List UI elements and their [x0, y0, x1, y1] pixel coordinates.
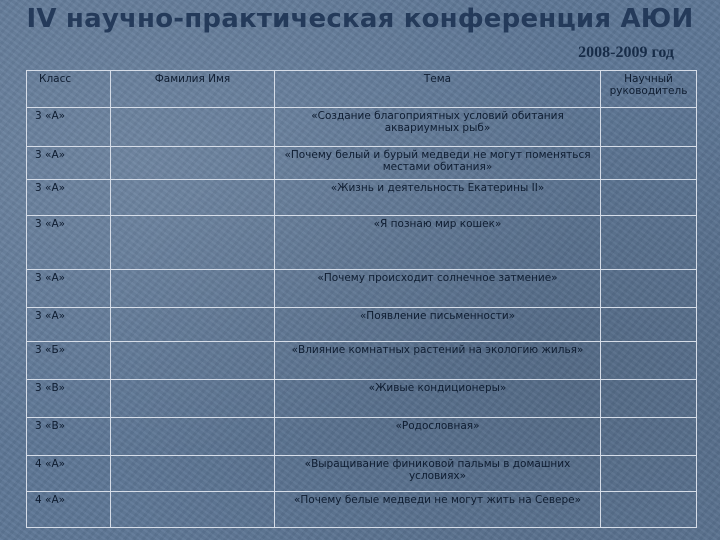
cell-supervisor — [601, 308, 697, 342]
cell-topic: «Почему происходит солнечное затмение» — [275, 270, 601, 308]
cell-topic: «Я познаю мир кошек» — [275, 216, 601, 270]
table-row — [27, 492, 697, 528]
cell-topic: «Жизнь и деятельность Екатерины II» — [275, 180, 601, 216]
cell-supervisor — [601, 216, 697, 270]
cell-name — [111, 180, 275, 216]
cell-class: 3 «В» — [27, 418, 111, 456]
table-row — [27, 108, 697, 147]
cell-topic: «Почему белый и бурый медведи не могут поменяться местами обитания» — [275, 147, 601, 180]
cell-class: 4 «А» — [27, 492, 111, 528]
cell-class: 3 «В» — [27, 380, 111, 418]
cell-topic: «Родословная» — [275, 418, 601, 456]
cell-class: 3 «А» — [27, 147, 111, 180]
cell-supervisor — [601, 418, 697, 456]
table-row — [27, 216, 697, 270]
cell-topic: «Создание благоприятных условий обитания аквариумных рыб» — [275, 108, 601, 147]
cell-supervisor — [601, 492, 697, 528]
cell-supervisor — [601, 180, 697, 216]
cell-name — [111, 147, 275, 180]
table-row — [27, 418, 697, 456]
cell-class: 3 «А» — [27, 180, 111, 216]
table-row — [27, 342, 697, 380]
cell-name — [111, 270, 275, 308]
cell-class: 3 «А» — [27, 308, 111, 342]
table-row — [27, 380, 697, 418]
column-header-topic: Тема — [275, 71, 601, 108]
cell-topic: «Почему белые медведи не могут жить на Севере» — [275, 492, 601, 528]
table-row — [27, 180, 697, 216]
cell-name — [111, 456, 275, 492]
page-title: IV научно-практическая конференция АЮИ — [26, 4, 694, 34]
cell-topic: «Влияние комнатных растений на экологию жилья» — [275, 342, 601, 380]
cell-supervisor — [601, 147, 697, 180]
cell-name — [111, 418, 275, 456]
cell-name — [111, 380, 275, 418]
table-row — [27, 456, 697, 492]
table-row — [27, 270, 697, 308]
cell-topic: «Выращивание финиковой пальмы в домашних условиях» — [275, 456, 601, 492]
cell-class: 4 «А» — [27, 456, 111, 492]
column-header-name: Фамилия Имя — [111, 71, 275, 108]
cell-supervisor — [601, 270, 697, 308]
cell-class: 3 «А» — [27, 216, 111, 270]
cell-name — [111, 108, 275, 147]
table-row — [27, 308, 697, 342]
column-header-supervisor: Научный руководитель — [601, 71, 697, 108]
column-header-class: Класс — [27, 71, 111, 108]
cell-supervisor — [601, 108, 697, 147]
cell-topic: «Появление письменности» — [275, 308, 601, 342]
cell-name — [111, 342, 275, 380]
table-row — [27, 147, 697, 180]
cell-class: 3 «Б» — [27, 342, 111, 380]
cell-name — [111, 492, 275, 528]
conference-table — [26, 70, 697, 528]
table-header-row — [27, 71, 697, 108]
cell-supervisor — [601, 380, 697, 418]
cell-name — [111, 308, 275, 342]
cell-class: 3 «А» — [27, 108, 111, 147]
cell-supervisor — [601, 342, 697, 380]
page-subtitle: 2008-2009 год — [578, 44, 674, 61]
cell-class: 3 «А» — [27, 270, 111, 308]
cell-topic: «Живые кондиционеры» — [275, 380, 601, 418]
cell-name — [111, 216, 275, 270]
cell-supervisor — [601, 456, 697, 492]
